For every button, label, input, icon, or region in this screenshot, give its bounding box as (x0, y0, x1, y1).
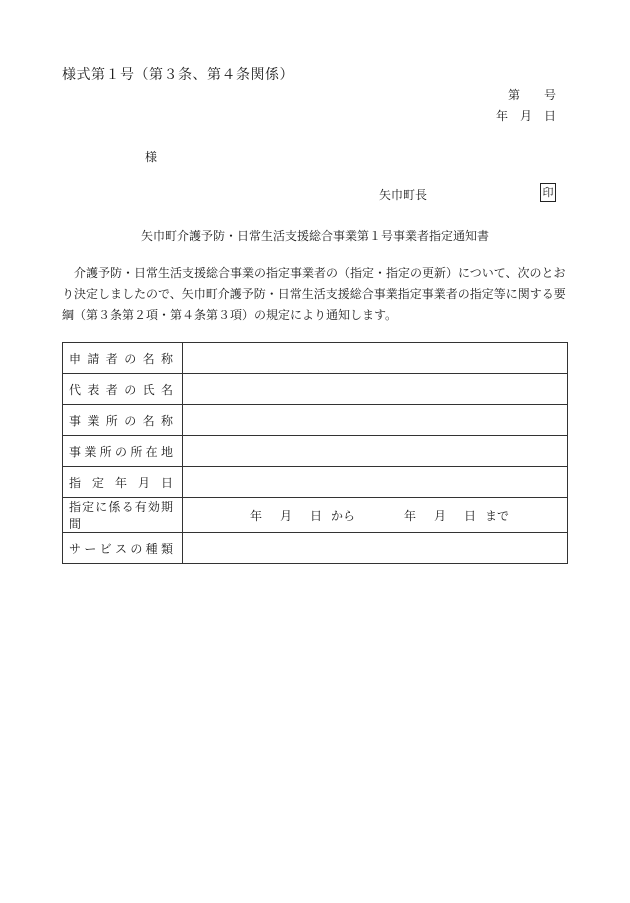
period-day-to: 日 (463, 508, 476, 523)
table-row (63, 467, 568, 498)
addressee-suffix: 様 (145, 150, 158, 164)
period-year-from: 年 (249, 508, 262, 523)
notice-body-text: 介護予防・日常生活支援総合事業の指定事業者の（指定・指定の更新）について、次のとおり決定しましたので、矢巾町介護予防・日常生活支援総合事業指定事業者の指定等に関する要綱（第３条第２項・第４条第３項）の規定により通知します。 (62, 266, 566, 322)
table-row (63, 343, 568, 374)
office-name-field[interactable] (183, 405, 568, 436)
period-from-text: から (330, 508, 355, 523)
designation-date-field[interactable] (183, 467, 568, 498)
form-number-label: 様式第１号（第３条、第４条関係） (62, 67, 294, 83)
row-label-service-type: サービスの種類 (63, 533, 183, 564)
issue-date-line: 年 月 日 (495, 109, 556, 123)
period-year-to: 年 (403, 508, 416, 523)
designation-info-table (62, 342, 568, 564)
representative-name-field[interactable] (183, 374, 568, 405)
office-address-field[interactable] (183, 436, 568, 467)
table-row (63, 533, 568, 564)
period-month-to: 月 (433, 508, 446, 523)
valid-period-field[interactable] (183, 498, 568, 533)
document-title: 矢巾町介護予防・日常生活支援総合事業第１号事業者指定通知書 (140, 229, 489, 243)
table-row (63, 498, 568, 533)
applicant-name-field[interactable] (183, 343, 568, 374)
row-label-office-name: 事業所の名称 (63, 405, 183, 436)
period-to-text: まで (485, 508, 510, 523)
period-day-from: 日 (309, 508, 322, 523)
issuer-title: 矢巾町長 (379, 188, 428, 202)
service-type-field[interactable] (183, 533, 568, 564)
table-row (63, 374, 568, 405)
row-label-valid-period: 指定に係る有効期間 (63, 498, 183, 533)
table-row (63, 405, 568, 436)
row-label-designation-date: 指定年月日 (63, 467, 183, 498)
row-label-representative-name: 代表者の氏名 (63, 374, 183, 405)
row-label-office-address: 事業所の所在地 (63, 436, 183, 467)
period-month-from: 月 (279, 508, 292, 523)
document-number-line: 第 号 (507, 88, 556, 102)
seal-mark: 印 (540, 183, 556, 202)
table-row (63, 436, 568, 467)
row-label-applicant-name: 申請者の名称 (63, 343, 183, 374)
